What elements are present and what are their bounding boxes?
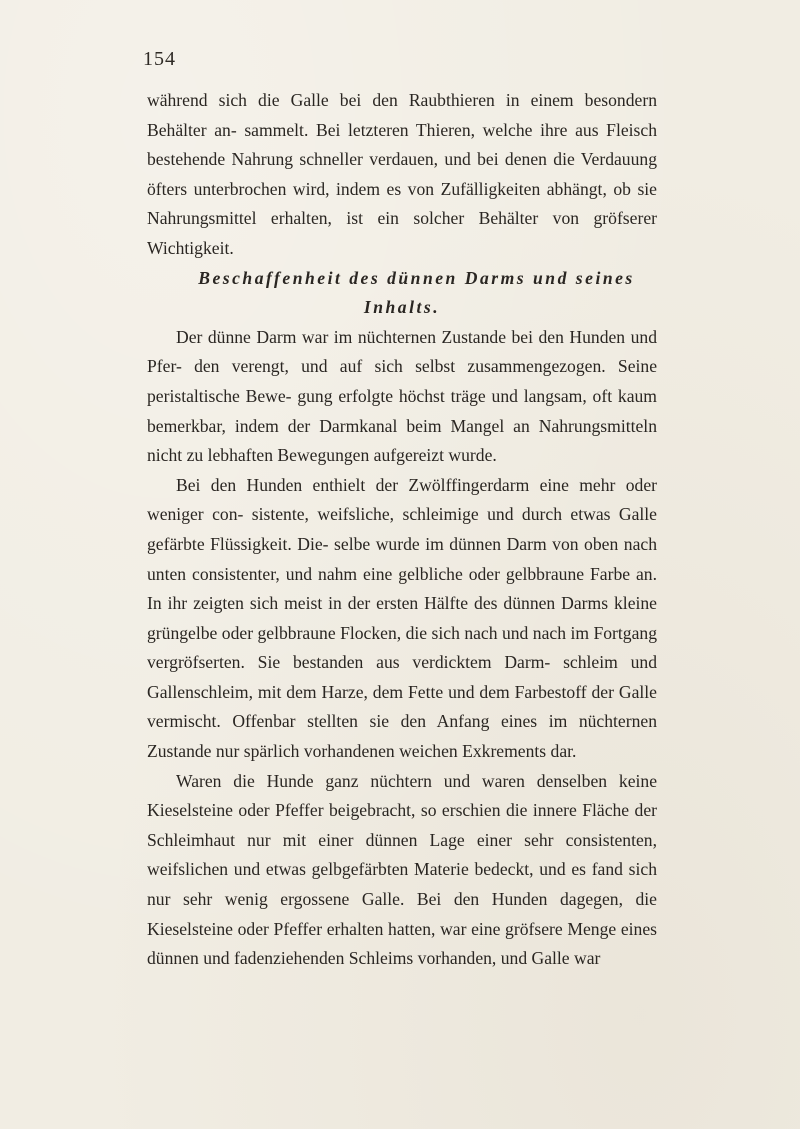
section-heading: Beschaffenheit des dünnen Darms und seines Inhalts. [198,267,635,318]
body-text [147,86,657,974]
paragraph-small-intestine-state: Der dünne Darm war im nüchternen Zustande bei den Hunden und Pfer- den verengt, und auf sich selbst zusammengezogen. Seine peristaltische Bewe- gung erfolgte höchst träge und langsam, oft kaum bemerkbar, indem der Darmkanal beim Mangel an Nahrungsmitteln nicht zu lebhaften Bewegungen aufgereizt wurde. [147,326,657,466]
page-number: 154 [143,48,176,70]
opening-paragraph: während sich die Galle bei den Raubthieren in einem besondern Behälter an- sammelt. Bei letzteren Thieren, welche ihre aus Fleisch bestehende Nahrung schneller verdauen, und bei denen die Verdauung öfters unterbrochen wird, indem es von Zufälligkeiten abhängt, ob sie Nahrungsmittel erhalten, ist ein solcher Behälter von gröfserer Wichtigkeit. [147,90,657,258]
paragraph-mucosa-observations: Waren die Hunde ganz nüchtern und waren denselben keine Kieselsteine oder Pfeffer beigebracht, so erschien die innere Fläche der Schleimhaut nur mit einer dünnen Lage einer sehr consistenten, weifslichen und etwas gelbgefärbten Materie bedeckt, und es fand sich nur sehr wenig ergossene Galle. Bei den Hunden dagegen, die Kieselsteine oder Pfeffer erhalten hatten, war eine gröfsere Menge eines dünnen und fadenziehenden Schleims vorhanden, und Galle war [147,770,657,969]
paragraph-duodenum-contents: Bei den Hunden enthielt der Zwölffingerdarm eine mehr oder weniger con- sistente, weifsliche, schleimige und durch etwas Galle gefärbte Flüssigkeit. Die- selbe wurde im dünnen Darm von oben nach unten consistenter, und nahm eine gelbliche oder gelbbraune Farbe an. In ihr zeigten sich meist in der ersten Hälfte des dünnen Darms kleine grüngelbe oder gelbbraune Flocken, die sich nach und nach im Fortgang vergröfserten. Sie bestanden aus verdicktem Darm- schleim und Gallenschleim, mit dem Harze, dem Fette und dem Farbestoff der Galle vermischt. Offenbar stellten sie den Anfang eines im nüchternen Zustande nur spärlich vorhandenen weichen Exkrements dar. [147,474,657,762]
